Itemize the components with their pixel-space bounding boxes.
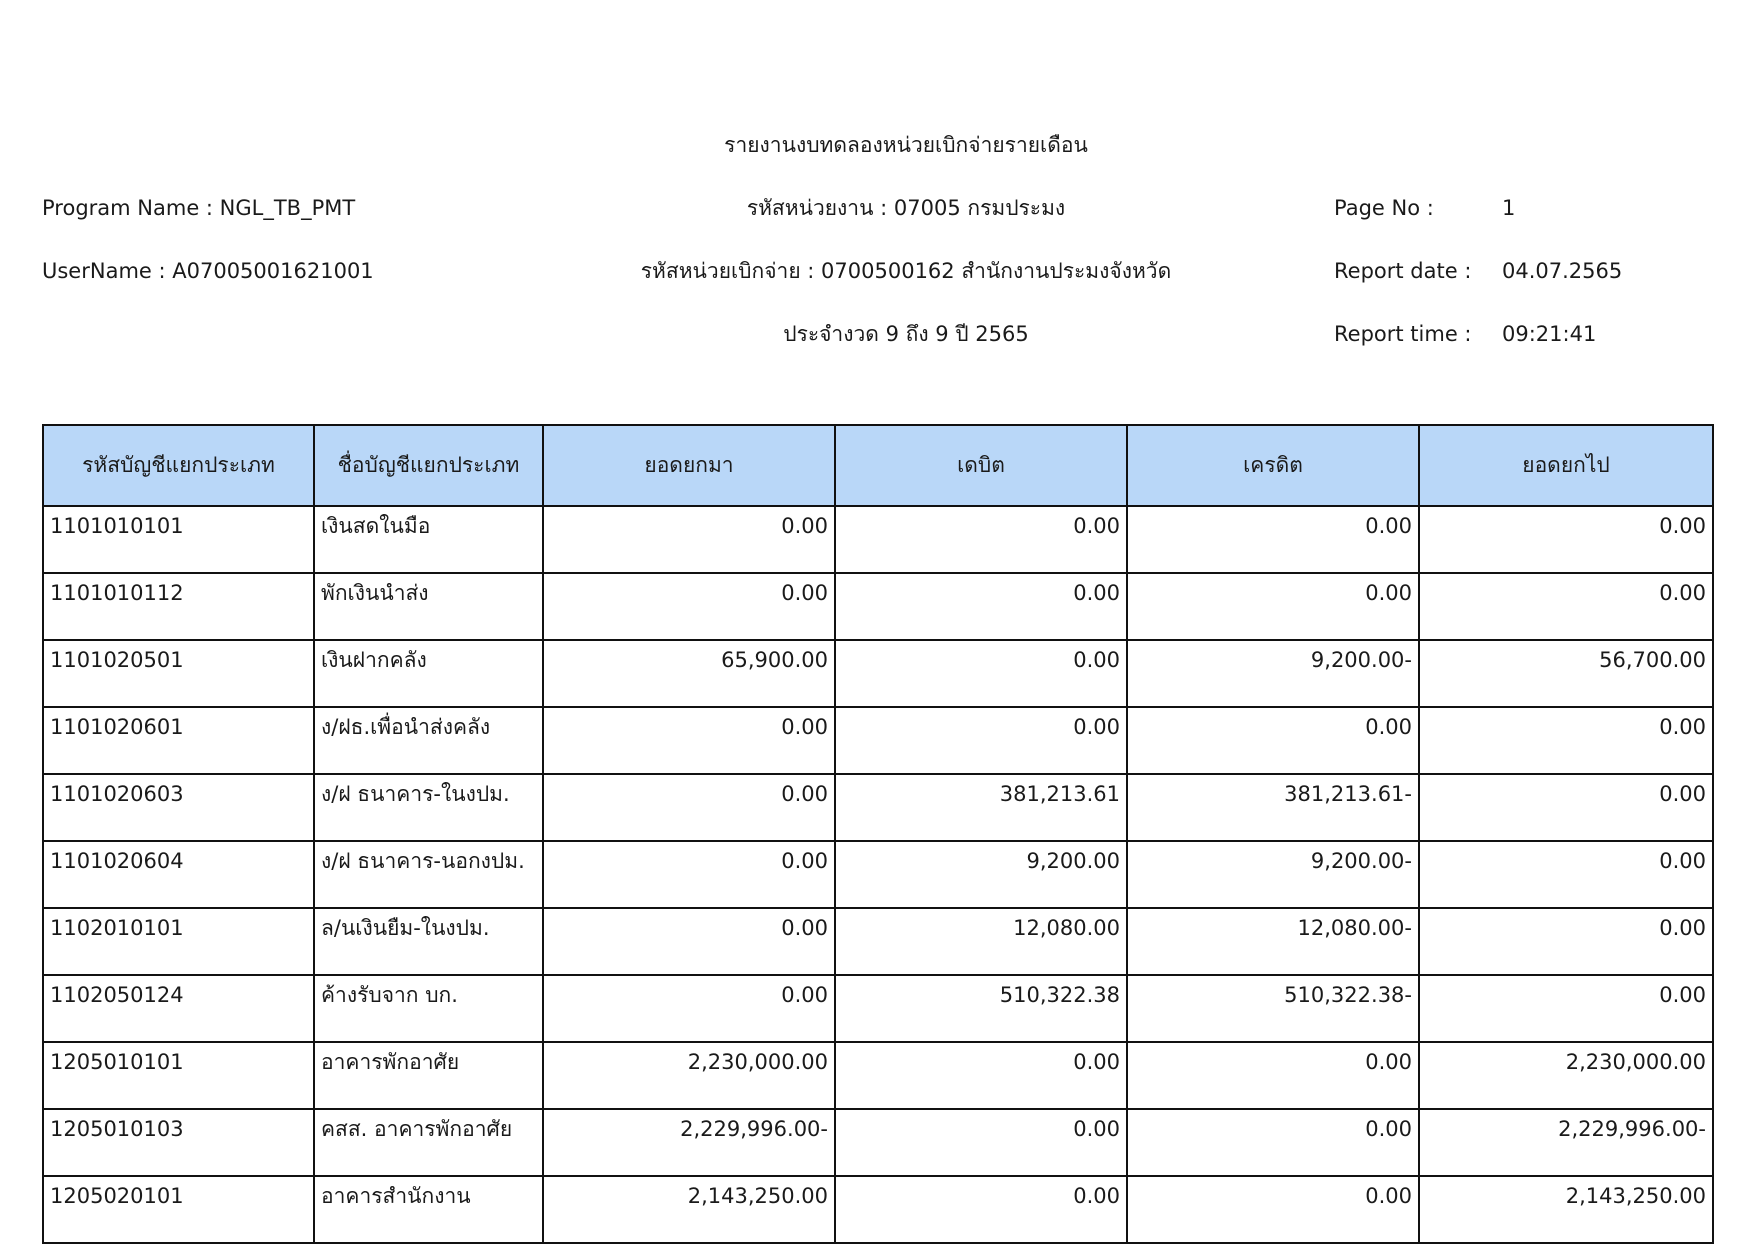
table-row xyxy=(43,975,1713,1042)
cell-credit: 9,200.00- xyxy=(1127,841,1419,908)
cell-account-name: ง/ฝธ.เพื่อนำส่งคลัง xyxy=(314,707,543,774)
cell-closing-balance: 2,143,250.00 xyxy=(1419,1176,1713,1243)
table-row xyxy=(43,1109,1713,1176)
cell-account-name: ล/นเงินยืม-ในงปม. xyxy=(314,908,543,975)
cell-account-name: คสส. อาคารพักอาศัย xyxy=(314,1109,543,1176)
agency-code: รหัสหน่วยงาน : 07005 กรมประมง xyxy=(746,196,1066,220)
disbursement-unit-code: รหัสหน่วยเบิกจ่าย : 0700500162 สำนักงานประมงจังหวัด xyxy=(640,259,1172,283)
table-row xyxy=(43,841,1713,908)
report-time-value: 09:21:41 xyxy=(1502,322,1597,346)
report-date-label: Report date : xyxy=(1334,259,1472,283)
table-row xyxy=(43,1042,1713,1109)
cell-opening-balance: 65,900.00 xyxy=(543,640,835,707)
cell-opening-balance: 0.00 xyxy=(543,707,835,774)
cell-account-name: พักเงินนำส่ง xyxy=(314,573,543,640)
cell-credit: 0.00 xyxy=(1127,1176,1419,1243)
cell-credit: 0.00 xyxy=(1127,573,1419,640)
cell-opening-balance: 0.00 xyxy=(543,774,835,841)
page-no-label: Page No : xyxy=(1334,196,1434,220)
cell-account-code: 1101020604 xyxy=(43,841,314,908)
cell-account-code: 1102010101 xyxy=(43,908,314,975)
cell-closing-balance: 0.00 xyxy=(1419,975,1713,1042)
cell-account-name: อาคารสำนักงาน xyxy=(314,1176,543,1243)
cell-closing-balance: 56,700.00 xyxy=(1419,640,1713,707)
table-row xyxy=(43,506,1713,573)
cell-account-name: ง/ฝ ธนาคาร-ในงปม. xyxy=(314,774,543,841)
table-row xyxy=(43,774,1713,841)
cell-closing-balance: 0.00 xyxy=(1419,841,1713,908)
cell-credit: 9,200.00- xyxy=(1127,640,1419,707)
report-date-value: 04.07.2565 xyxy=(1502,259,1623,283)
cell-credit: 0.00 xyxy=(1127,707,1419,774)
table-row xyxy=(43,1176,1713,1243)
cell-opening-balance: 0.00 xyxy=(543,506,835,573)
table-row xyxy=(43,573,1713,640)
cell-credit: 12,080.00- xyxy=(1127,908,1419,975)
cell-account-code: 1101020501 xyxy=(43,640,314,707)
cell-debit: 381,213.61 xyxy=(835,774,1127,841)
cell-credit: 381,213.61- xyxy=(1127,774,1419,841)
cell-account-code: 1102050124 xyxy=(43,975,314,1042)
cell-debit: 0.00 xyxy=(835,1176,1127,1243)
cell-credit: 510,322.38- xyxy=(1127,975,1419,1042)
cell-opening-balance: 0.00 xyxy=(543,908,835,975)
cell-account-name: ค้างรับจาก บก. xyxy=(314,975,543,1042)
cell-opening-balance: 0.00 xyxy=(543,975,835,1042)
report-time-label: Report time : xyxy=(1334,322,1472,346)
table-header-row xyxy=(43,425,1713,506)
table-row xyxy=(43,640,1713,707)
cell-debit: 0.00 xyxy=(835,506,1127,573)
cell-credit: 0.00 xyxy=(1127,1109,1419,1176)
report-period: ประจำงวด 9 ถึง 9 ปี 2565 xyxy=(783,322,1029,346)
user-name: UserName : A07005001621001 xyxy=(42,259,374,283)
column-header-opening-balance: ยอดยกมา xyxy=(543,425,835,506)
cell-credit: 0.00 xyxy=(1127,506,1419,573)
column-header-account-code: รหัสบัญชีแยกประเภท xyxy=(43,425,314,506)
cell-debit: 0.00 xyxy=(835,1042,1127,1109)
cell-account-code: 1101010112 xyxy=(43,573,314,640)
cell-closing-balance: 0.00 xyxy=(1419,573,1713,640)
cell-account-code: 1205010101 xyxy=(43,1042,314,1109)
cell-debit: 0.00 xyxy=(835,573,1127,640)
cell-debit: 12,080.00 xyxy=(835,908,1127,975)
cell-opening-balance: 2,230,000.00 xyxy=(543,1042,835,1109)
cell-closing-balance: 0.00 xyxy=(1419,506,1713,573)
cell-closing-balance: 0.00 xyxy=(1419,707,1713,774)
cell-debit: 0.00 xyxy=(835,707,1127,774)
column-header-debit: เดบิต xyxy=(835,425,1127,506)
cell-opening-balance: 2,143,250.00 xyxy=(543,1176,835,1243)
cell-debit: 9,200.00 xyxy=(835,841,1127,908)
cell-account-code: 1101020601 xyxy=(43,707,314,774)
column-header-account-name: ชื่อบัญชีแยกประเภท xyxy=(314,425,543,506)
cell-opening-balance: 2,229,996.00- xyxy=(543,1109,835,1176)
cell-account-name: เงินสดในมือ xyxy=(314,506,543,573)
cell-debit: 510,322.38 xyxy=(835,975,1127,1042)
cell-account-code: 1205010103 xyxy=(43,1109,314,1176)
table-row xyxy=(43,707,1713,774)
trial-balance-table xyxy=(42,424,1714,1244)
cell-closing-balance: 2,230,000.00 xyxy=(1419,1042,1713,1109)
cell-account-code: 1205020101 xyxy=(43,1176,314,1243)
cell-account-code: 1101010101 xyxy=(43,506,314,573)
cell-account-name: อาคารพักอาศัย xyxy=(314,1042,543,1109)
cell-opening-balance: 0.00 xyxy=(543,573,835,640)
cell-account-name: เงินฝากคลัง xyxy=(314,640,543,707)
page-no-value: 1 xyxy=(1502,196,1516,220)
cell-debit: 0.00 xyxy=(835,1109,1127,1176)
cell-closing-balance: 0.00 xyxy=(1419,774,1713,841)
cell-credit: 0.00 xyxy=(1127,1042,1419,1109)
program-name: Program Name : NGL_TB_PMT xyxy=(42,196,356,220)
cell-opening-balance: 0.00 xyxy=(543,841,835,908)
cell-closing-balance: 0.00 xyxy=(1419,908,1713,975)
column-header-closing-balance: ยอดยกไป xyxy=(1419,425,1713,506)
table-row xyxy=(43,908,1713,975)
report-title: รายงานงบทดลองหน่วยเบิกจ่ายรายเดือน xyxy=(724,133,1088,157)
cell-account-code: 1101020603 xyxy=(43,774,314,841)
cell-debit: 0.00 xyxy=(835,640,1127,707)
cell-closing-balance: 2,229,996.00- xyxy=(1419,1109,1713,1176)
cell-account-name: ง/ฝ ธนาคาร-นอกงปม. xyxy=(314,841,543,908)
column-header-credit: เครดิต xyxy=(1127,425,1419,506)
